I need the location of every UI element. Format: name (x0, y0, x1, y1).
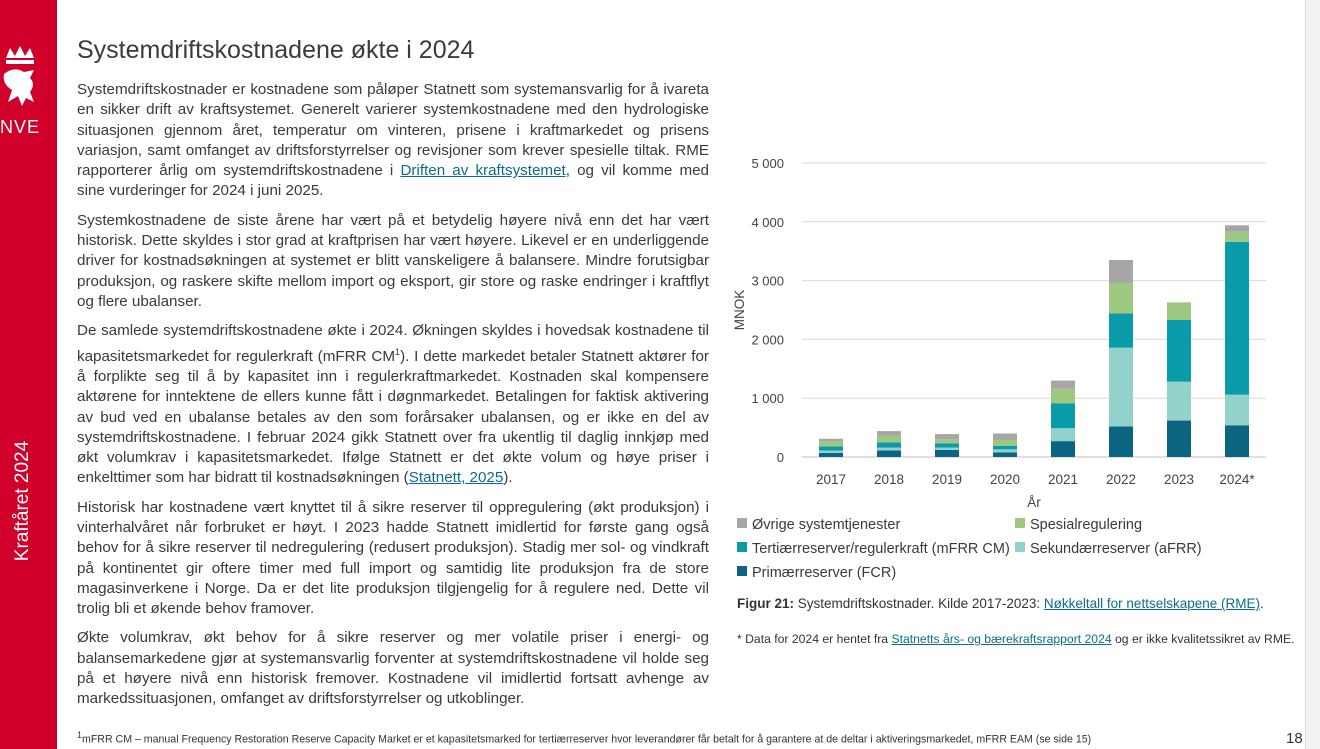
x-axis-label: År (1027, 495, 1041, 510)
bar-segment (935, 439, 959, 443)
x-tick-label: 2020 (989, 472, 1021, 487)
footnote-text: mFRR CM – manual Frequency Restoration Reserve Capacity Market er et kapasitetsmarked for tertiærreserver hvor leverandører får betalt for å garantere at de deltar i aktiveringsmarkedet, mFRR EAM (se side 15) (82, 733, 1092, 746)
bar-segment (1167, 320, 1191, 382)
legend-item (737, 565, 896, 581)
report-title-vertical: Kraftåret 2024 (12, 440, 33, 562)
footnote-ref: 1 (395, 346, 401, 357)
bar-segment (1051, 381, 1075, 389)
bar-segment (1051, 441, 1075, 457)
bar-segment (1225, 232, 1249, 242)
bar-segment (1225, 425, 1249, 457)
y-axis-label: MNOK (732, 289, 747, 331)
paragraph-3-tail: ). (503, 469, 513, 487)
bar-segment (993, 446, 1017, 450)
bar-segment (993, 449, 1017, 452)
y-tick-label: 5 000 (751, 156, 784, 171)
bar-segment (935, 434, 959, 439)
x-tick-label: 2017 (815, 472, 847, 487)
legend-item (737, 541, 1010, 557)
legend-label: Øvrige systemtjenester (752, 517, 901, 533)
x-tick-label: 2019 (931, 472, 963, 487)
paragraph-3-text: De samlede systemdriftskostnadene økte i 2024. Økningen skyldes i hovedsak kostnadene til kapasitetsmarkedet for regulerkraft (mFRR CM (77, 322, 709, 365)
bar-segment (993, 440, 1017, 446)
bar-segment (993, 452, 1017, 457)
legend-swatch (1015, 518, 1025, 528)
bar-segment (1109, 283, 1133, 314)
bar-segment (819, 451, 843, 453)
nve-crest-icon (0, 44, 40, 114)
page-number: 18 (1286, 730, 1303, 747)
bar-segment (877, 451, 901, 457)
bar-segment (1051, 428, 1075, 441)
x-tick-label: 2018 (873, 472, 905, 487)
link-statnett-rapport-2024[interactable]: Statnetts års- og bærekraftsrapport 2024 (891, 632, 1112, 646)
bar-segment (1051, 389, 1075, 404)
y-tick-label: 4 000 (751, 214, 784, 230)
link-driften-av-kraftsystemet[interactable]: Driften av kraftsystemet (400, 162, 566, 180)
body-text (77, 80, 709, 719)
note-tail: og er ikke kvalitetssikret av RME. (1111, 632, 1295, 646)
paragraph-3 (77, 321, 709, 488)
sidebar (0, 0, 57, 749)
legend-label: Primærreserver (FCR) (752, 565, 897, 581)
bar-segment (877, 431, 901, 436)
paragraph-2: Systemkostnadene de siste årene har vært på et betydelig høyere nivå enn det har vært historisk. Dette skyldes i stor grad at kraftprisen har vært høyere. Likevel er en underliggende driver for kostnadsøkningen at systemet er blitt vanskeligere å balansere. Mindre forutsigbar produksjon, og raskere skifte mellom import og eksport, gir store og raske endringer i kraftflyt og flere ubalanser. (77, 211, 709, 310)
page-title: Systemdriftskostnadene økte i 2024 (77, 36, 475, 64)
bar-segment (1109, 260, 1133, 283)
bar-segment (935, 450, 959, 457)
bar-segment (1109, 426, 1133, 457)
bar-segment (935, 443, 959, 447)
chart-svg (726, 145, 1286, 525)
bar-chart (726, 145, 1286, 525)
bar-segment (993, 433, 1017, 439)
paragraph-1-tail: , og vil komme med sine vurderinger for 2024 i juni 2025. (77, 162, 710, 200)
legend-item (737, 517, 900, 533)
caption-label: Figur 21: (737, 596, 795, 611)
paragraph-5: Økte volumkrav, økt behov for å sikre reserver og mer volatile priser i energi- og balansemarkedene gjør at systemansvarlig forventer at systemdriftskostnadene vil holde seg på et høyere nivå enn historisk fremover. Kostnadene vil imidlertid fortsatt avhenge av markedssituasjonen, omfanget av driftsforstyrrelser og utkoblinger. (77, 629, 709, 708)
caption-text: Systemdriftskostnader. Kilde 2017-2023: (794, 596, 1044, 611)
nve-logo-text: NVE (0, 117, 41, 137)
bar-segment (1225, 225, 1249, 231)
paragraph-3-middle: ). I dette markedet betaler Statnett aktører for å forplikte seg til å by kapasitet inn i regulerkraftmarkedet. Kostnaden skal kompensere aktørene for inntektene de ellers kunne fått i døgnmarkedet. Betalingen for faktisk aktivering av bud ved en ubalanse betales av den som forårsaker ubalansen, og er ikke en del av systemdriftskostnadene. I februar 2024 gikk Statnett over fra ukentlig til daglig innkjøp med økt volumkrav i kapasitetsmarkedet. Ifølge Statnett er det økte volum og høye priser i enkelttimer som har bidratt til kostnadsøkningen ( (77, 347, 709, 487)
bar-segment (1109, 314, 1133, 348)
bar-segment (819, 442, 843, 447)
bar-segment (877, 448, 901, 451)
x-tick-label: 2023 (1163, 472, 1195, 487)
paragraph-1-text: Systemdriftskostnader er kostnadene som påløper Statnett som systemansvarlig for å ivareta en sikker drift av kraftsystemet. Generelt varierer systemkostnadene med den hydrologiske situasjonen gjennom året, temperatur om vinteren, prisene i kraftmarkedet og prisens variasjon, samt omfanget av driftsforstyrrelser og revisjoner som krever spesielle tiltak. RME rapporterer årlig om systemdriftskostnadene i (77, 81, 709, 180)
link-statnett-2025[interactable]: Statnett, 2025 (408, 469, 504, 487)
y-tick-label: 1 000 (751, 391, 784, 407)
paragraph-1 (77, 80, 709, 202)
x-tick-label: 2021 (1047, 472, 1079, 487)
caption-end: . (1259, 596, 1264, 611)
figure-note (737, 630, 1297, 648)
legend-label: Sekundærreserver (aFRR) (1030, 541, 1202, 557)
legend-label: Spesialregulering (1030, 517, 1143, 533)
legend-label: Tertiærreserver/regulerkraft (mFRR CM) (752, 541, 1010, 557)
y-tick-label: 0 (776, 450, 784, 465)
legend-swatch (737, 542, 747, 552)
footnote (77, 730, 1091, 746)
bar-segment (1225, 242, 1249, 395)
x-tick-label: 2022 (1105, 472, 1137, 487)
page-edge (1305, 0, 1320, 749)
link-nokkeltall-rme[interactable]: Nøkkeltall for nettselskapene (RME) (1043, 596, 1260, 611)
footnote-number: 1 (77, 730, 83, 740)
bar-segment (877, 436, 901, 442)
bar-segment (1167, 382, 1191, 421)
bar-segment (819, 446, 843, 450)
paragraph-4: Historisk har kostnadene vært knyttet til å sikre reserver til oppregulering (økt produksjon) i vinterhalvåret når forbruket er høyt. I 2023 hadde Statnett imidlertid for første gang også behov for å sikre reserver til nedregulering (redusert produksjon). Stadig mer sol- og vindkraft på kontinentet gir oftere timer med full import og samtidig lite produksjon fra de store magasinverkene i Norge. Da er det lite produksjon tilgjengelig for å regulere ned. Dette vil trolig bli et økende behov framover. (77, 498, 709, 618)
y-tick-label: 3 000 (751, 273, 784, 289)
bar-segment (877, 442, 901, 447)
bar-segment (1051, 403, 1075, 428)
note-text: * Data for 2024 er hentet fra (737, 632, 892, 646)
figure-caption (737, 596, 1264, 611)
x-tick-label: 2024* (1219, 472, 1255, 487)
legend-swatch (1015, 542, 1025, 552)
y-tick-label: 2 000 (751, 332, 784, 348)
legend-item (1015, 541, 1202, 557)
bar-segment (1167, 421, 1191, 457)
legend-swatch (737, 518, 747, 528)
legend-item (1015, 517, 1142, 533)
bar-segment (1225, 395, 1249, 426)
bar-segment (819, 439, 843, 442)
bar-segment (1167, 302, 1191, 320)
bar-segment (819, 453, 843, 457)
bar-segment (1109, 348, 1133, 427)
bar-segment (935, 448, 959, 450)
legend-swatch (737, 566, 747, 576)
